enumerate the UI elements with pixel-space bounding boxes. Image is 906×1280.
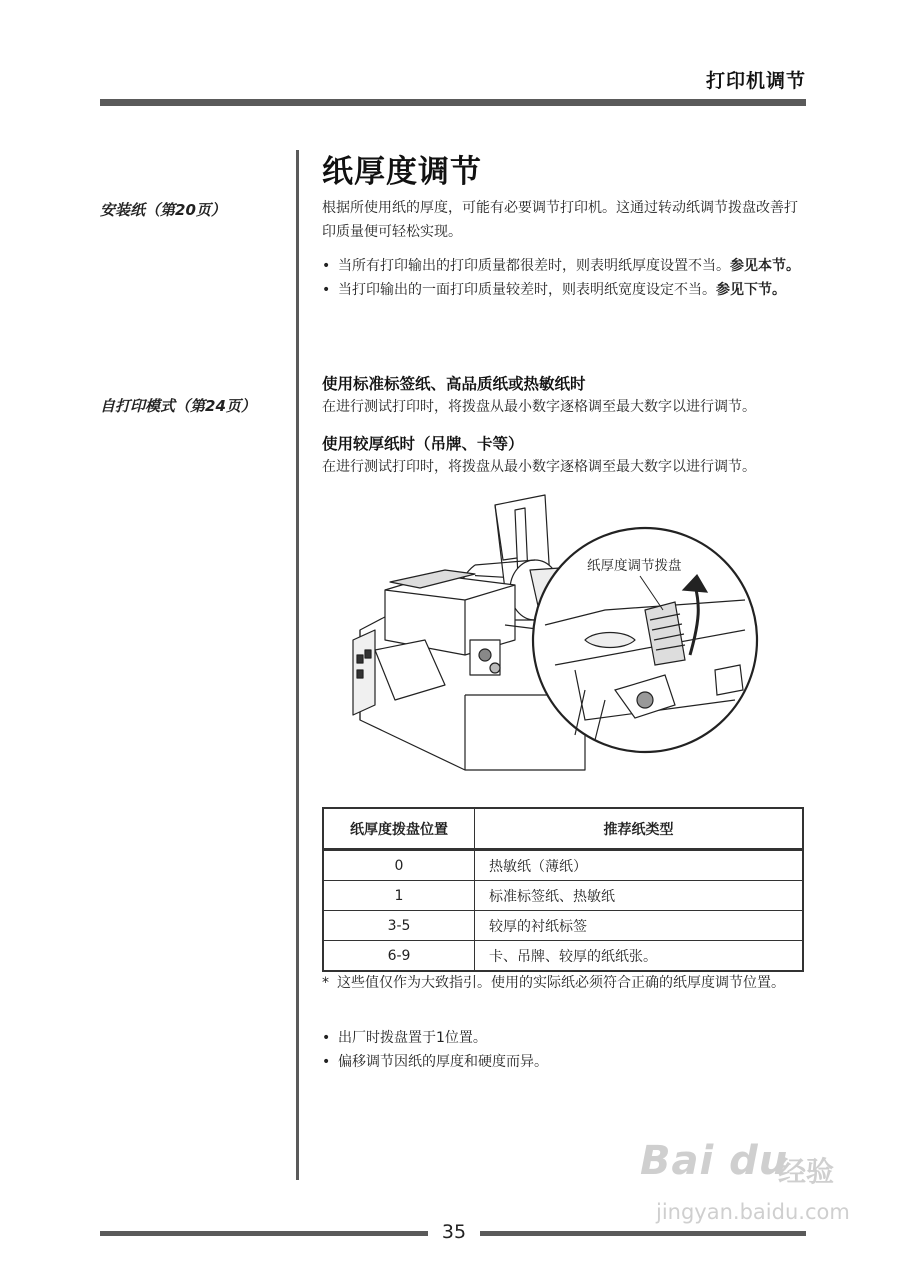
section-heading-standard-paper: 使用标准标签纸、高品质纸或热敏纸时 (322, 375, 586, 393)
page-header-title: 打印机调节 (705, 70, 806, 92)
watermark-brand: Bai du (640, 1138, 789, 1184)
page-number: 35 (441, 1221, 467, 1243)
footer-rule-left (100, 1231, 428, 1236)
table-header-dial-position: 纸厚度拨盘位置 (323, 808, 475, 850)
printer-illustration (345, 490, 765, 780)
section-body-standard-paper: 在进行测试打印时，将拨盘从最小数字逐格调至最大数字以进行调节。 (322, 399, 756, 415)
watermark-url: jingyan.baidu.com (656, 1200, 850, 1224)
table-header-paper-type: 推荐纸类型 (475, 808, 804, 850)
table-row: 0 热敏纸（薄纸） (323, 850, 803, 881)
table-row: 1 标准标签纸、热敏纸 (323, 881, 803, 911)
intro-paragraph: 根据所使用纸的厚度，可能有必要调节打印机。这通过转动纸调节拨盘改善打印质量便可轻松实现。 (322, 200, 798, 240)
table-row: 3-5 较厚的衬纸标签 (323, 911, 803, 941)
watermark-cn: 经验 (778, 1155, 835, 1188)
section-heading-thick-paper: 使用较厚纸时（吊牌、卡等） (322, 435, 524, 453)
header-rule (100, 99, 806, 106)
bullet-item: • 偏移调节因纸的厚度和硬度而异。 (322, 1050, 806, 1074)
section-body-thick-paper: 在进行测试打印时，将拨盘从最小数字逐格调至最大数字以进行调节。 (322, 459, 756, 475)
bullet-item: • 当所有打印输出的打印质量都很差时，则表明纸厚度设置不当。参见本节。 (322, 254, 806, 278)
sidebar-ref-self-print[interactable]: 自打印模式（第24页） (100, 397, 256, 415)
sidebar-ref-install-paper[interactable]: 安装纸（第20页） (100, 201, 226, 219)
bullet-item: • 当打印输出的一面打印质量较差时，则表明纸宽度设定不当。参见下节。 (322, 278, 806, 302)
dial-callout: 纸厚度调节拨盘 (587, 558, 682, 574)
table-header-row (323, 808, 803, 850)
bullet-list (322, 254, 806, 302)
column-divider (296, 150, 299, 1180)
dial-position-table (322, 807, 804, 972)
note-mark: * (322, 975, 329, 991)
bullet-item: • 出厂时拨盘置于1位置。 (322, 1026, 806, 1050)
footer-rule-right (480, 1231, 806, 1236)
bullet-list-notes (322, 1026, 806, 1074)
table-row: 6-9 卡、吊牌、较厚的纸纸张。 (323, 941, 803, 972)
table-note: 这些值仅作为大致指引。使用的实际纸必须符合正确的纸厚度调节位置。 (337, 975, 785, 991)
page-title: 纸厚度调节 (322, 154, 482, 190)
